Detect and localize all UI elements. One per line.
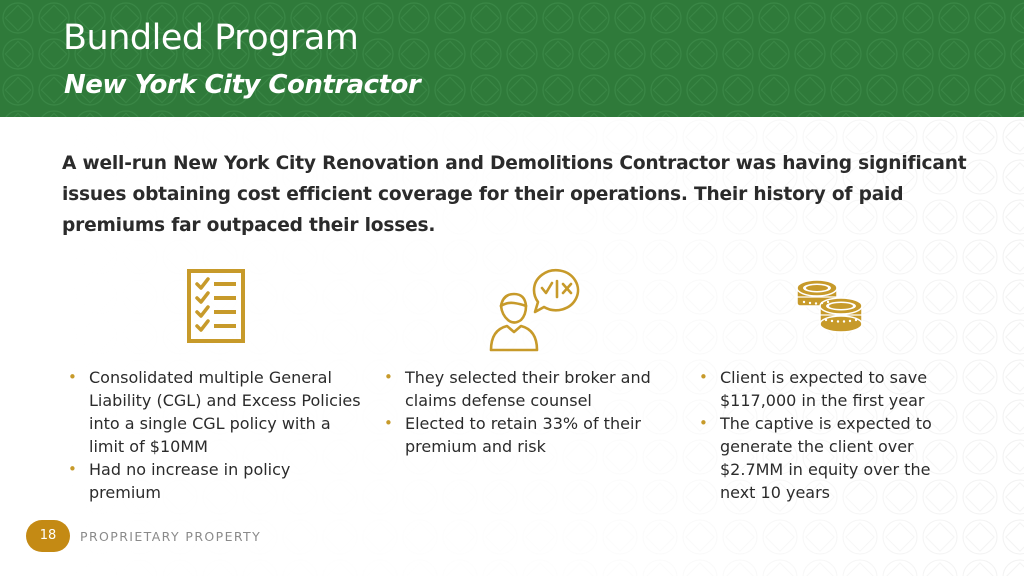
person-decision-icon [487,260,585,352]
checklist-icon [186,268,246,344]
list-item: • They selected their broker and claims defense counsel [384,368,651,410]
page-number-badge: 18 [26,520,70,552]
column-1 [64,366,364,504]
header-band [0,0,1024,117]
bullet-dot: • [68,368,77,386]
list-item: • Client is expected to save $117,000 in the first year [699,368,928,410]
list-item: • Had no increase in policy premium [68,460,291,502]
bullet-list-2 [380,366,670,458]
column-3 [695,366,965,504]
bullet-dot: • [699,414,708,432]
bullet-dot: • [384,368,393,386]
list-item: • Consolidated multiple General Liability (CGL) and Excess Policies into a single CGL policy with a limit of $10MM [68,368,361,456]
bullet-list-3 [695,366,965,504]
list-item: • Elected to retain 33% of their premium and risk [384,414,641,456]
list-item: • The captive is expected to generate the client over $2.7MM in equity over the next 10 years [699,414,932,502]
bullet-dot: • [68,460,77,478]
page-subtitle: New York City Contractor [64,70,421,100]
footer-label: PROPRIETARY PROPERTY [80,529,262,544]
bullet-list-1 [64,366,364,504]
coins-icon [794,276,866,334]
column-2 [380,366,670,458]
bullet-dot: • [384,414,393,432]
page-title: Bundled Program [63,18,359,58]
intro-paragraph: A well-run New York City Renovation and Demolitions Contractor was having significant issues obtaining cost efficient coverage for their operations. Their history of paid premiums far outpaced their losses. [62,153,967,236]
bullet-dot: • [699,368,708,386]
